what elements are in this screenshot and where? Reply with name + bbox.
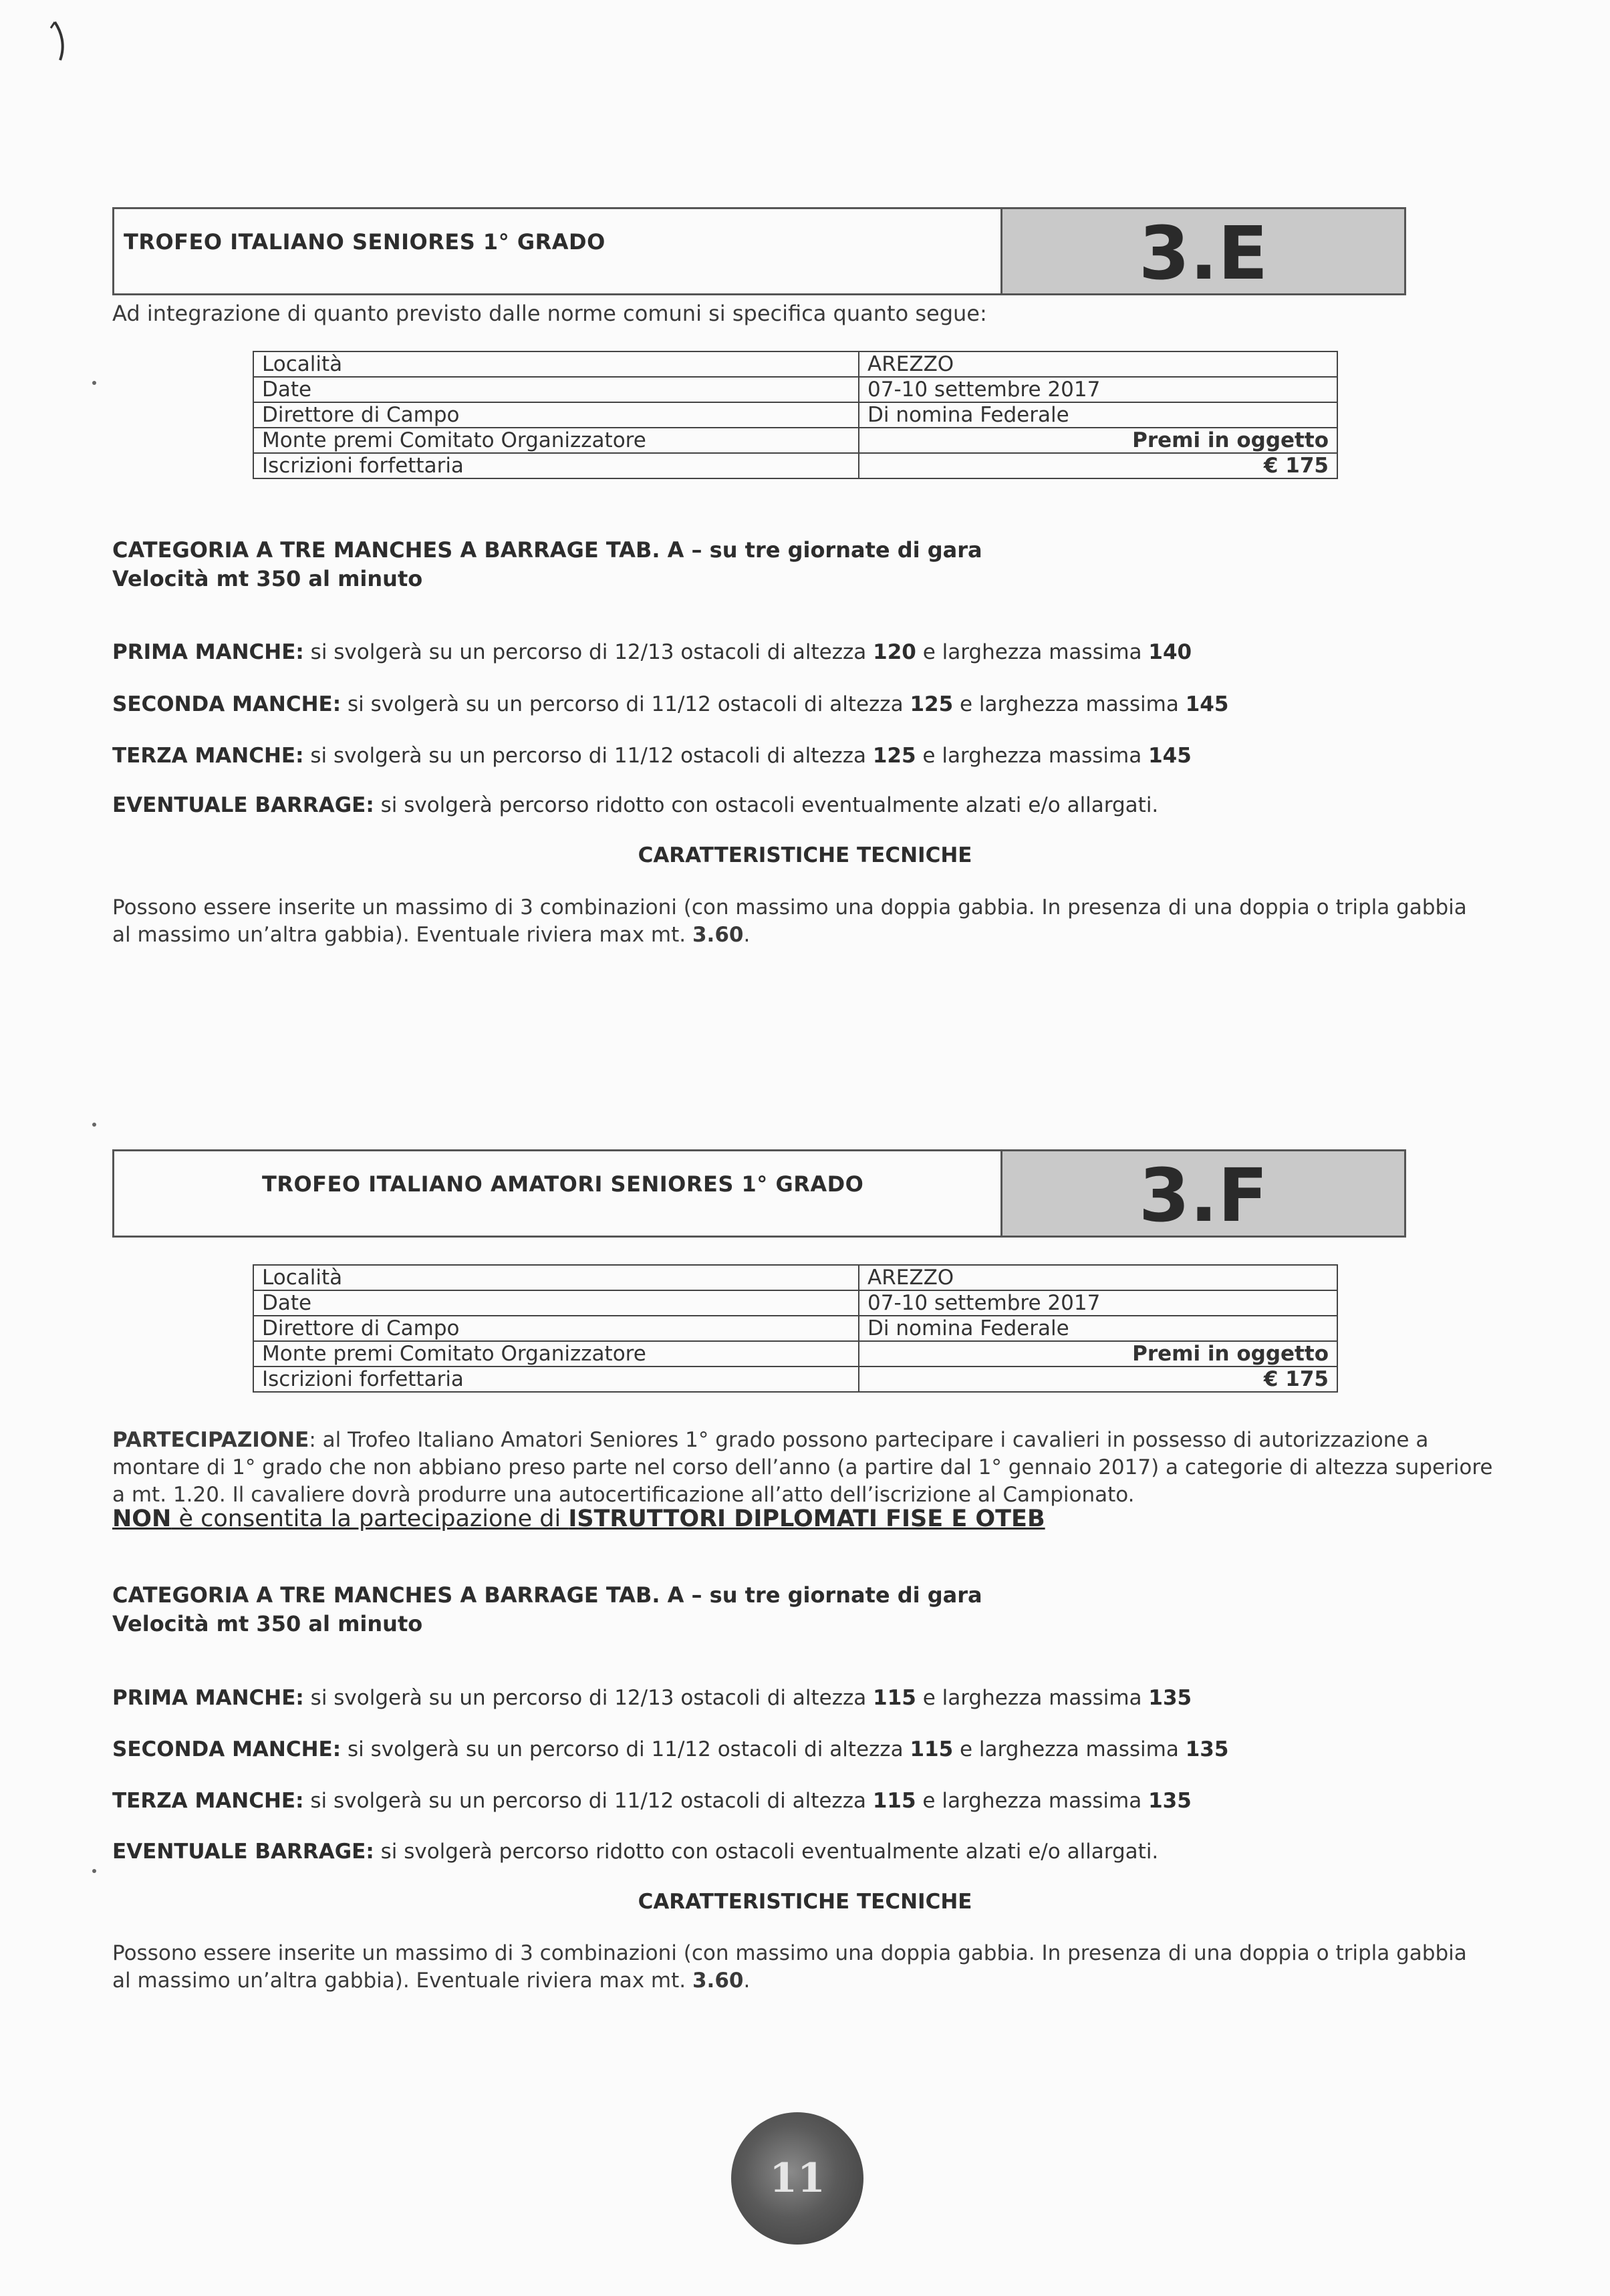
table-row [253,428,1337,453]
section-f-exclusion-note [112,1505,1045,1532]
table-row [253,1341,1337,1367]
section-e-barrage [112,793,1158,817]
manche-text: e larghezza massima [916,1789,1149,1813]
category-line: CATEGORIA A TRE MANCHES A BARRAGE TAB. A – su tre giornate di gara [112,1582,982,1608]
info-label: Date [253,377,859,402]
info-label: Date [253,1290,859,1316]
section-e-manche-1 [112,640,1192,664]
excluded-group: ISTRUTTORI DIPLOMATI FISE E OTEB [568,1505,1045,1532]
manche-height: 120 [873,640,916,664]
riviera-value: 3.60 [692,923,744,947]
section-e-manche-3 [112,744,1192,768]
info-label: Direttore di Campo [253,402,859,428]
info-value: Di nomina Federale [859,402,1337,428]
section-e-title-cell [114,209,1002,293]
section-e-category [112,536,982,593]
section-f-code-cell [1002,1151,1404,1236]
info-label: Località [253,1265,859,1290]
manche-width: 140 [1148,640,1192,664]
section-e-tech-heading: CARATTERISTICHE TECNICHE [638,843,972,867]
table-row [253,377,1337,402]
info-value: 07-10 settembre 2017 [859,377,1337,402]
manche-text: si svolgerà su un percorso di 11/12 ostacoli di altezza [341,692,910,716]
manche-width: 135 [1148,1686,1192,1710]
participation-text: : al Trofeo Italiano Amatori Seniores 1° grado possono partecipare i cavalieri in possesso di autorizzazione a [309,1428,1429,1452]
section-e-info-table [253,351,1338,479]
manche-label: PRIMA MANCHE: [112,640,304,664]
info-label: Monte premi Comitato Organizzatore [253,428,859,453]
manche-height: 125 [872,744,916,768]
manche-label: TERZA MANCHE: [112,744,304,768]
participation-line [112,1427,1492,1454]
table-row [253,1367,1337,1392]
manche-text: si svolgerà su un percorso di 12/13 ostacoli di altezza [303,1686,874,1710]
info-label: Direttore di Campo [253,1316,859,1341]
section-f-manche-2 [112,1737,1228,1761]
barrage-text: si svolgerà percorso ridotto con ostacoli eventualmente alzati e/o allargati. [374,1840,1159,1864]
scan-speck [92,1123,96,1127]
section-f-header [112,1149,1406,1238]
section-f-barrage [112,1840,1158,1864]
info-value: AREZZO [859,1265,1337,1290]
section-f-code: 3.F [1138,1153,1268,1236]
participation-label: PARTECIPAZIONE [112,1428,309,1452]
manche-width: 135 [1185,1737,1229,1761]
tech-line: Possono essere inserite un massimo di 3 combinazioni (con massimo una doppia gabbia. In presenza di una doppia o tripla gabbia [112,1941,1467,1965]
scan-speck [92,381,96,385]
table-row [253,453,1337,478]
non-word: NON [112,1505,172,1532]
info-label: Monte premi Comitato Organizzatore [253,1341,859,1367]
section-e-title: TROFEO ITALIANO SENIORES 1° GRADO [124,229,606,255]
barrage-label: EVENTUALE BARRAGE: [112,1840,374,1864]
speed-line: Velocità mt 350 al minuto [112,566,423,591]
manche-text: si svolgerà su un percorso di 11/12 ostacoli di altezza [303,744,873,768]
section-f-info-table [253,1264,1338,1393]
tech-line: Possono essere inserite un massimo di 3 combinazioni (con massimo una doppia gabbia. In presenza di una doppia o tripla gabbia [112,895,1467,919]
info-value: 07-10 settembre 2017 [859,1290,1337,1316]
participation-line: a mt. 1.20. Il cavaliere dovrà produrre una autocertificazione all’atto dell’iscrizione al Campionato. [112,1483,1135,1507]
category-line: CATEGORIA A TRE MANCHES A BARRAGE TAB. A – su tre giornate di gara [112,537,982,563]
manche-text: si svolgerà su un percorso di 11/12 ostacoli di altezza [303,1789,873,1813]
page-number-badge [731,2112,863,2245]
manche-height: 115 [873,1686,916,1710]
riviera-value: 3.60 [692,1969,744,1993]
barrage-label: EVENTUALE BARRAGE: [112,793,374,817]
section-f-title: TROFEO ITALIANO AMATORI SENIORES 1° GRADO [262,1171,864,1197]
section-e-code-cell [1002,209,1404,293]
manche-width: 145 [1148,744,1192,768]
manche-text: e larghezza massima [916,1686,1149,1710]
manche-text: e larghezza massima [953,692,1186,716]
info-label: Iscrizioni forfettaria [253,1367,859,1392]
info-value: Premi in oggetto [859,1341,1337,1367]
manche-text: si svolgerà su un percorso di 12/13 ostacoli di altezza [303,640,874,664]
info-value: € 175 [859,453,1337,478]
manche-text: si svolgerà su un percorso di 11/12 ostacoli di altezza [341,1737,910,1761]
table-row [253,1265,1337,1290]
manche-height: 115 [872,1789,916,1813]
info-value: Premi in oggetto [859,428,1337,453]
manche-width: 145 [1185,692,1229,716]
page-number: 11 [769,2155,825,2202]
manche-height: 115 [910,1737,954,1761]
table-row [253,351,1337,377]
info-label: Iscrizioni forfettaria [253,453,859,478]
section-f-manche-3 [112,1789,1192,1813]
tech-text: al massimo un’altra gabbia). Eventuale riviera max mt. [112,1969,692,1993]
table-row [253,1316,1337,1341]
section-f-tech-text [112,1940,1467,1995]
info-value: € 175 [859,1367,1337,1392]
participation-line: montare di 1° grado che non abbiano preso parte nel corso dell’anno (a partire dal 1° gennaio 2017) a categorie di altezza superiore [112,1455,1493,1479]
info-label: Località [253,351,859,377]
scan-speck [92,1869,96,1873]
tech-text: al massimo un’altra gabbia). Eventuale riviera max mt. [112,923,692,947]
exclusion-text: è consentita la partecipazione di [171,1505,569,1532]
section-f-title-cell [114,1151,1002,1236]
manche-label: SECONDA MANCHE: [112,692,342,716]
manche-text: e larghezza massima [953,1737,1186,1761]
section-f-participation [112,1427,1492,1509]
tech-line [112,1967,1467,1995]
manche-label: SECONDA MANCHE: [112,1737,342,1761]
manche-label: PRIMA MANCHE: [112,1686,304,1710]
section-f-tech-heading: CARATTERISTICHE TECNICHE [638,1890,972,1914]
manche-width: 135 [1148,1789,1192,1813]
manche-label: TERZA MANCHE: [112,1789,304,1813]
section-e-code: 3.E [1138,210,1268,293]
tech-line [112,921,1467,949]
barrage-text: si svolgerà percorso ridotto con ostacoli eventualmente alzati e/o allargati. [374,793,1159,817]
table-row [253,402,1337,428]
manche-height: 125 [910,692,954,716]
info-value: AREZZO [859,351,1337,377]
speed-line: Velocità mt 350 al minuto [112,1611,423,1636]
section-e-manche-2 [112,692,1228,716]
section-e-intro: Ad integrazione di quanto previsto dalle norme comuni si specifica quanto segue: [112,301,987,326]
tech-text: . [743,1969,751,1993]
section-e-tech-text [112,894,1467,949]
tech-text: . [743,923,751,947]
section-f-category [112,1581,982,1638]
section-e-header [112,207,1406,295]
info-value: Di nomina Federale [859,1316,1337,1341]
table-row [253,1290,1337,1316]
manche-text: e larghezza massima [916,640,1149,664]
staple-mark [41,19,75,65]
manche-text: e larghezza massima [916,744,1149,768]
section-f-manche-1 [112,1686,1192,1710]
